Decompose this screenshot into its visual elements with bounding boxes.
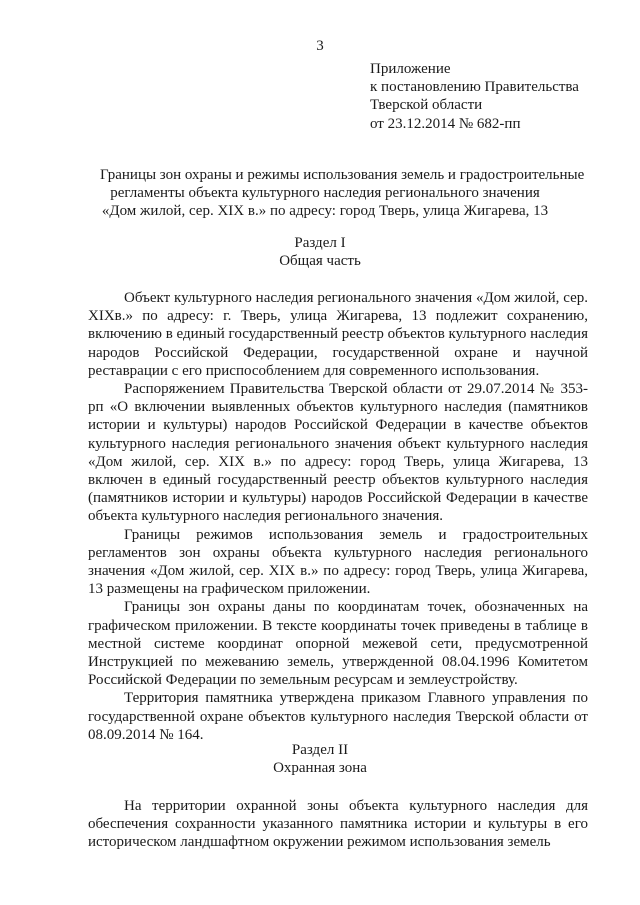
paragraph: На территории охранной зоны объекта культурного наследия для обеспечения сохранности указанного памятника истории и культуры в его историческом ландшафтном окружении режимом использования земель <box>88 798 588 851</box>
paragraph: Объект культурного наследия регионального значения «Дом жилой, сер. XIXв.» по адресу: г. Тверь, улица Жигарева, 13 подлежит сохранению, включению в единый государственный реестр объектов культурного наследия народов Российской Федерации, государственной охране и научной реставрации с его приспособлением для современного использования. <box>88 290 588 379</box>
section-number: Раздел II <box>291 742 349 758</box>
appendix-line: к постановлению Правительства <box>370 79 579 96</box>
appendix-block <box>370 60 620 133</box>
section-2-body <box>88 797 588 852</box>
paragraph: Границы зон охраны даны по координатам точек, обозначенных на графическом приложении. В тексте координаты точек приведены в таблице в местной системе координат опорной межевой сети, предусмотренной Инструкцией по межеванию земель, утвержденной 08.04.1996 Комитетом Российской Федерации по земельным ресурсам и землеустройству. <box>88 599 588 689</box>
section-name: Охранная зона <box>273 760 367 777</box>
appendix-line: от 23.12.2014 № 682-пп <box>370 115 521 132</box>
title-line: регламенты объекта культурного наследия регионального значения <box>110 185 540 202</box>
paragraph: Распоряжением Правительства Тверской области от 29.07.2014 № 353-рп «О включении выявленных объектов культурного наследия (памятников истории и культуры) народов Российской Федерации в качестве объектов культурного наследия регионального значения объект культурного наследия «Дом жилой, сер. XIX в.» по адресу: город Тверь, улица Жигарева, 13 включен в единый государственный реестр объектов культурного наследия (памятников истории и культуры) народов Российской Федерации в качестве объекта культурного наследия регионального значения. <box>88 381 588 525</box>
title-line: Границы зон охраны и режимы использования земель и градостроительные <box>100 167 585 183</box>
appendix-line: Приложение <box>370 61 451 77</box>
section-1-heading <box>0 234 640 270</box>
section-name: Общая часть <box>279 253 361 270</box>
title-line: «Дом жилой, сер. XIX в.» по адресу: город Тверь, улица Жигарева, 13 <box>101 203 549 220</box>
paragraph: Территория памятника утверждена приказом Главного управления по государственной охране объектов культурного наследия Тверской области от 08.09.2014 № 164. <box>88 690 588 743</box>
section-1-body <box>88 289 588 744</box>
section-number: Раздел I <box>294 235 346 251</box>
page-number: 3 <box>316 38 324 54</box>
section-2-heading <box>0 741 640 777</box>
appendix-line: Тверской области <box>370 97 483 114</box>
paragraph: Границы режимов использования земель и градостроительных регламентов зон охраны объекта культурного наследия регионального значения «Дом жилой, сер. XIX в.» по адресу: город Тверь, улица Жигарева, 13 размещены на графическом приложении. <box>88 526 588 598</box>
document-title <box>100 166 585 221</box>
